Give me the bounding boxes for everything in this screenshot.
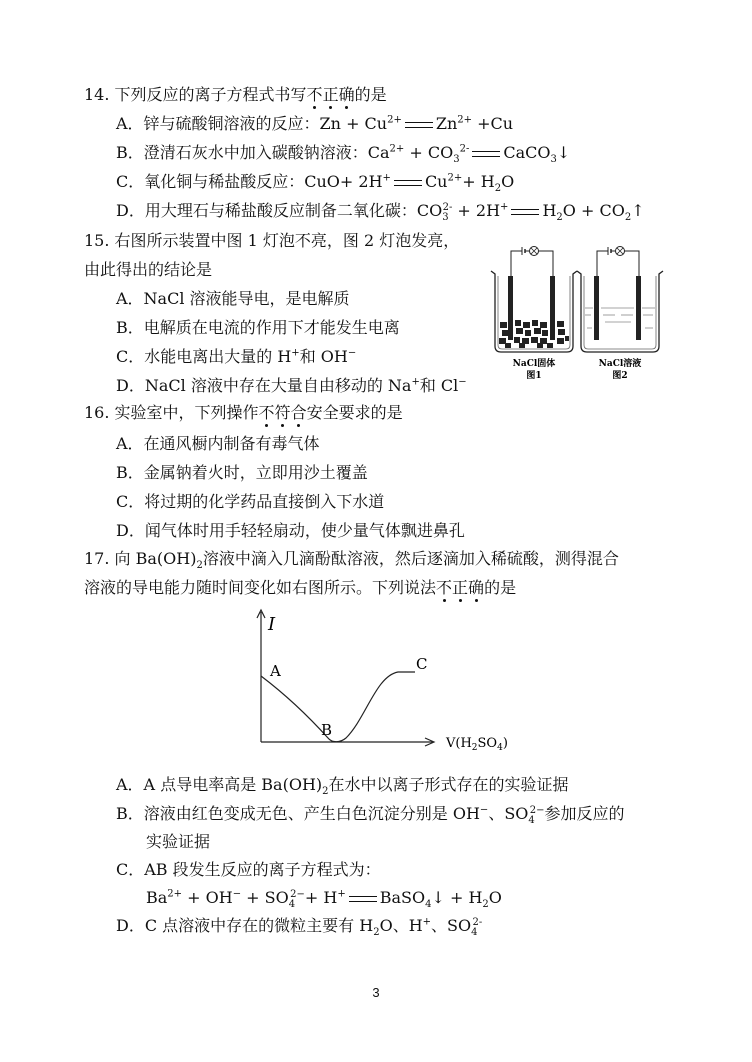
point-c-label: C xyxy=(416,655,428,673)
equals-arrow-icon xyxy=(394,180,422,186)
beaker-2 xyxy=(577,247,663,353)
point-b-label: B xyxy=(321,721,333,739)
q17-option-b-cont: 实验证据 xyxy=(146,832,211,851)
q16-stem: 16. 实验室中，下列操作不符合安全要求的是 xyxy=(84,403,403,422)
q16-option-b: B．金属钠着火时，立即用沙土覆盖 xyxy=(116,463,368,482)
q14-stem: 14. 下列反应的离子方程式书写不正确的是 xyxy=(84,85,387,104)
q17-stem-line2: 溶液的导电能力随时间变化如右图所示。下列说法不正确的是 xyxy=(84,578,517,597)
q16-option-c: C．将过期的化学药品直接倒入下水道 xyxy=(116,492,385,511)
q15-stem-line1: 15. 右图所示装置中图 1 灯泡不亮，图 2 灯泡发亮， xyxy=(84,231,460,250)
conductivity-curve xyxy=(261,672,415,742)
fig1-caption: 图1 xyxy=(526,371,542,381)
q17-option-b: B．溶液由红色变成无色、产生白色沉淀分别是 OH−、$SO_4^{2-}$参加反应的 xyxy=(116,804,625,827)
beaker-1 xyxy=(491,247,577,353)
q14-option-d: D．用大理石与稀盐酸反应制备二氧化碳：$CO_3^{2-} + 2H^+$ $H_2O$ + $CO_2↑$ xyxy=(116,201,645,224)
q14-option-b: B．澄清石灰水中加入碳酸钠溶液：$Ca^{2+} + CO_3^{2-}$ CaCO$_3$↓ xyxy=(116,143,571,166)
conductivity-apparatus-figure xyxy=(485,236,675,386)
q17-option-c-equation: $Ba^{2+} + OH^- + SO_4^{2-}+ H^+$ BaSO$_4$↓ + $H_2O$ xyxy=(146,888,502,911)
conductivity-graph xyxy=(250,606,540,756)
q15-option-d: D．NaCl 溶液中存在大量自由移动的 Na+和 Cl− xyxy=(116,376,467,395)
q15-stem-line2: 由此得出的结论是 xyxy=(84,260,213,279)
q17-option-c: C．AB 段发生反应的离子方程式为： xyxy=(116,860,381,879)
q16-option-a: A．在通风橱内制备有毒气体 xyxy=(116,434,320,453)
q15-option-a: A．NaCl 溶液能导电，是电解质 xyxy=(116,289,350,308)
q14-option-a: A．锌与硫酸铜溶液的反应：$Zn + Cu^{2+}$ $Zn^{2+} +Cu$ xyxy=(116,114,514,133)
q17-stem-line1: 17. 向 $Ba(OH)_2$溶液中滴入几滴酚酞溶液，然后逐滴加入稀硫酸，测得混合 xyxy=(84,549,619,572)
fig1-label: NaCl固体 xyxy=(512,359,556,369)
equals-arrow-icon xyxy=(349,896,377,902)
y-axis-label: I xyxy=(268,614,276,635)
equals-arrow-icon xyxy=(405,122,433,128)
q17-option-a: A．A 点导电率高是 $Ba(OH)_2$在水中以离子形式存在的实验证据 xyxy=(116,775,569,798)
page-number: 3 xyxy=(372,985,380,1000)
q15-option-b: B．电解质在电流的作用下才能发生电离 xyxy=(116,318,400,337)
q17-option-d: D．C 点溶液中存在的微粒主要有 $H_2O$、H+、$SO_4^{2-}$ xyxy=(116,916,483,939)
q16-option-d: D．闻气体时用手轻轻扇动，使少量气体飘进鼻孔 xyxy=(116,521,465,540)
equals-arrow-icon xyxy=(511,209,539,215)
q15-option-c: C．水能电离出大量的 H+和 OH− xyxy=(116,347,357,366)
fig2-caption: 图2 xyxy=(612,371,628,381)
fig2-label: NaCl溶液 xyxy=(598,359,642,369)
q14-option-c: C．氧化铜与稀盐酸反应：CuO+ 2H+ $Cu^{2+}+ H_2O$ xyxy=(116,172,515,195)
point-a-label: A xyxy=(270,662,281,680)
x-axis-label: $V(H_2SO_4)$ xyxy=(446,736,508,753)
equals-arrow-icon xyxy=(472,151,500,157)
